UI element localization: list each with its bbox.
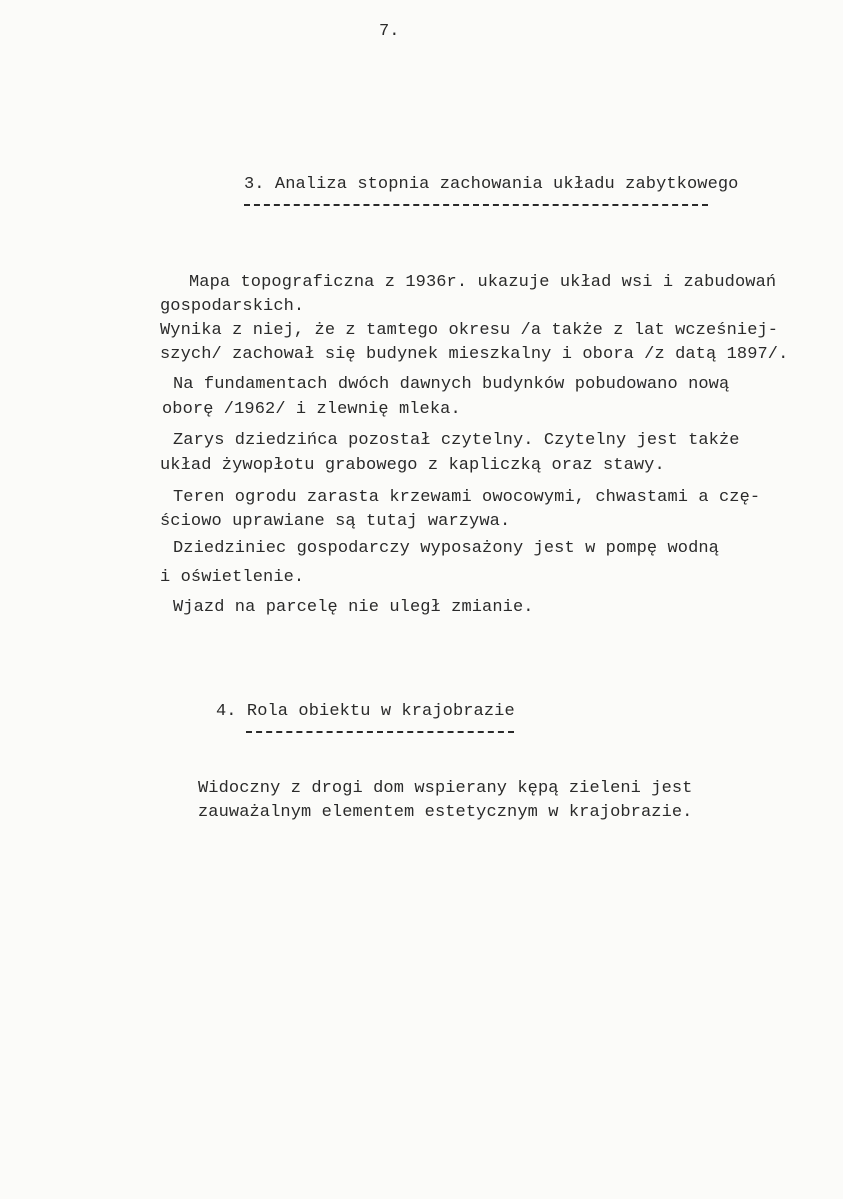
page-number: 7. [379,22,400,41]
paragraph-line: i oświetlenie. [160,568,305,587]
paragraph-line: Wynika z niej, że z tamtego okresu /a także z lat wcześniej- [160,321,779,340]
paragraph-line: Widoczny z drogi dom wspierany kępą zieleni jest [198,779,693,798]
paragraph-line: Dziedziniec gospodarczy wyposażony jest w pompę wodną [173,539,719,558]
section-4-heading: 4. Rola obiektu w krajobrazie [216,702,515,721]
paragraph-line: ściowo uprawiane są tutaj warzywa. [160,512,511,531]
paragraph-line: Wjazd na parcelę nie uległ zmianie. [173,598,534,617]
paragraph-line: Teren ogrodu zarasta krzewami owocowymi, chwastami a czę- [173,488,761,507]
paragraph-line: układ żywopłotu grabowego z kapliczką oraz stawy. [160,456,665,475]
heading-underline [246,731,514,733]
paragraph-line: Mapa topograficzna z 1936r. ukazuje układ wsi i zabudowań [189,273,777,292]
paragraph-line: oborę /1962/ i zlewnię mleka. [162,400,461,419]
paragraph-line: szych/ zachował się budynek mieszkalny i obora /z datą 1897/. [160,345,789,364]
section-3-heading: 3. Analiza stopnia zachowania układu zabytkowego [244,175,739,194]
heading-underline [244,204,708,206]
paragraph-line: gospodarskich. [160,297,305,316]
paragraph-line: zauważalnym elementem estetycznym w krajobrazie. [198,803,693,822]
paragraph-line: Na fundamentach dwóch dawnych budynków pobudowano nową [173,375,730,394]
paragraph-line: Zarys dziedzińca pozostał czytelny. Czytelny jest także [173,431,740,450]
